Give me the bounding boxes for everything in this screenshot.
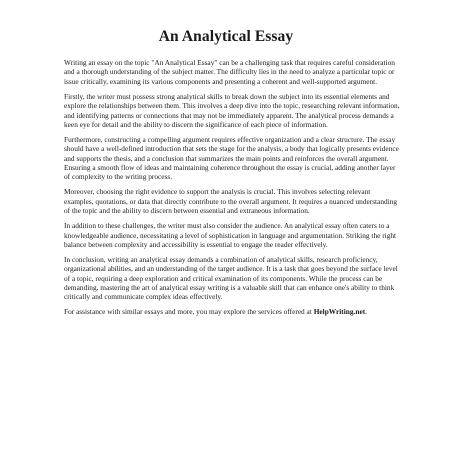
paragraph-structure: Furthermore, constructing a compelling argument requires effective organization and a clear structure. The essay should have a well-defined introduction that sets the stage for the analysis, a body that logically presents evidence and supports the thesis, and a conclusion that summarizes the main points and reinforces the overall argument. Ensuring a smooth flow of ideas and maintaining coherence throughout the essay is crucial, adding another layer of complexity to the writing process.	[64, 134, 399, 182]
paragraph-evidence: Moreover, choosing the right evidence to support the analysis is crucial. This involves selecting relevant examples, quotations, or data that directly contribute to the overall argument. It requires a nuanced understanding of the topic and the ability to discern between essential and extraneous information.	[64, 187, 398, 216]
essay-body	[64, 58, 400, 322]
page-title: An Analytical Essay	[158, 28, 294, 45]
helpwriting-link[interactable]: HelpWriting.net	[313, 307, 366, 317]
paragraph-conclusion: In conclusion, writing an analytical essay demands a combination of analytical skills, research proficiency, organizational abilities, and an understanding of the target audience. It is a task that goes beyond the surface level of a topic, requiring a deep exploration and critical examination of its components. While the process can be demanding, mastering the art of analytical essay writing is a valuable skill that can enhance one's ability to think critically and communicate complex ideas effectively.	[64, 254, 398, 302]
paragraph-analytical-skills: Firstly, the writer must possess strong analytical skills to break down the subject into its essential elements and explore the relationships between them. This involves a deep dive into the topic, researching relevant information, and identifying patterns or connections that may not be immediately apparent. The analytical process demands a keen eye for detail and the ability to discern the significance of each piece of information.	[64, 91, 400, 129]
paragraph-intro: Writing an essay on the topic "An Analytical Essay" can be a challenging task that requires careful consideration and a thorough understanding of the subject matter. The difficulty lies in the need to analyze a particular topic or issue critically, examining its various components and presenting a coherent and well-supported argument.	[64, 58, 395, 86]
closing-text: For assistance with similar essays and more, you may explore the services offered at	[64, 307, 314, 317]
paragraph-closing	[64, 307, 400, 316]
paragraph-audience: In addition to these challenges, the writer must also consider the audience. An analytical essay often caters to a knowledgeable audience, necessitating a level of sophistication in language and argumentation. Striking the right balance between complexity and accessibility is essential to engage the reader effectively.	[64, 221, 397, 249]
closing-period: .	[365, 307, 368, 317]
